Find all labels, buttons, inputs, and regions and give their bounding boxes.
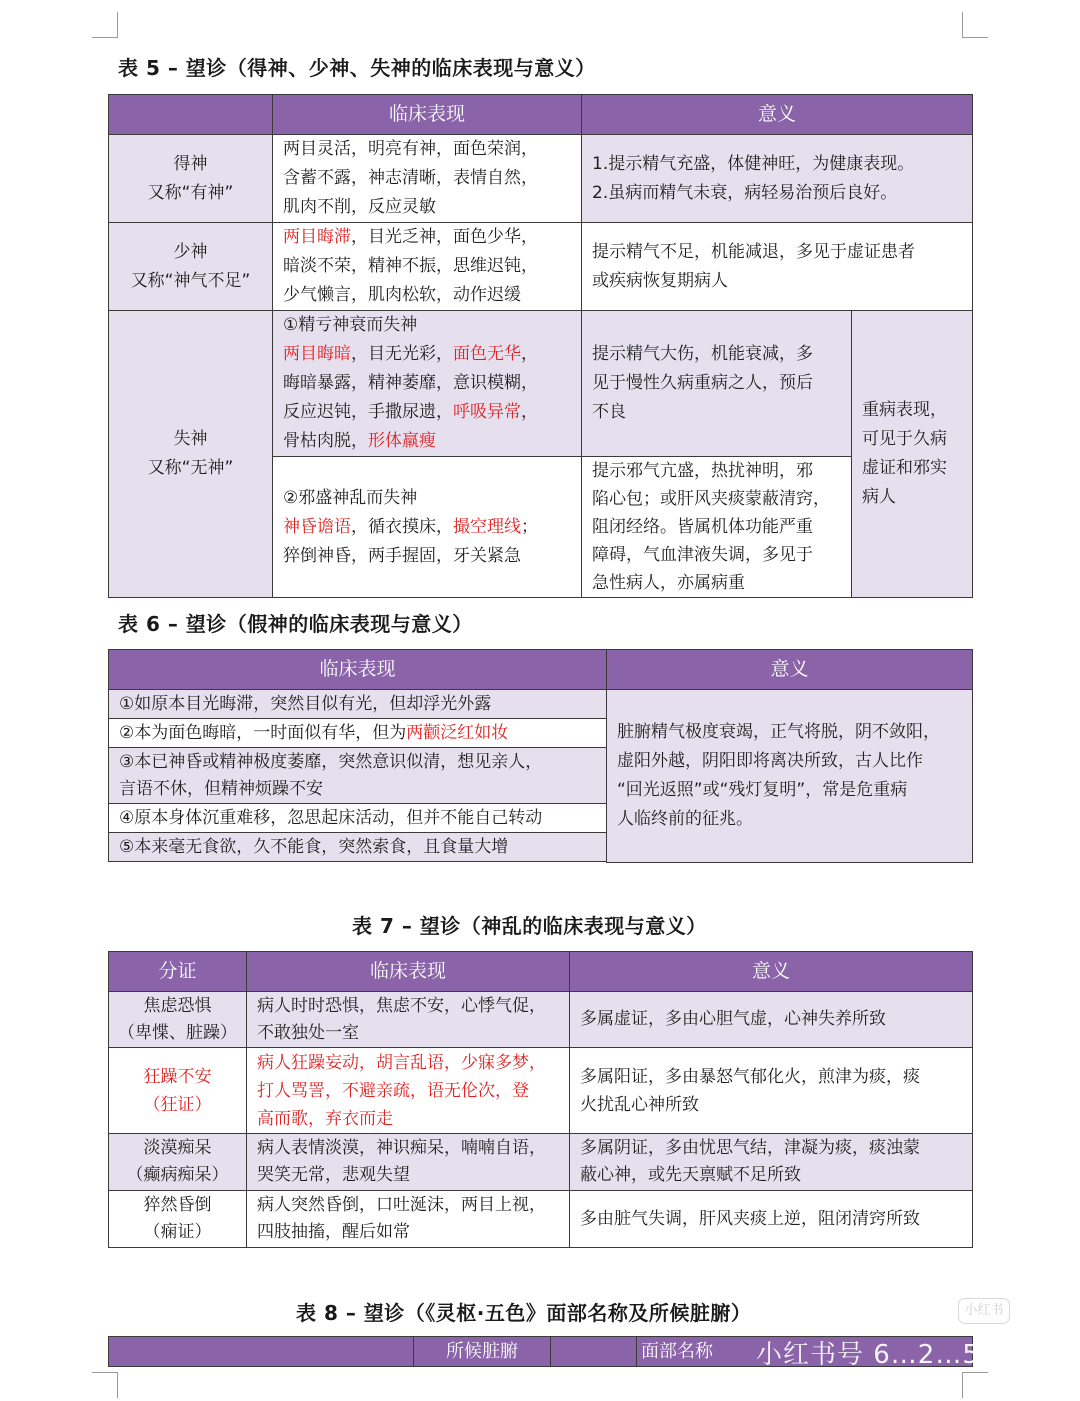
- table6-sign-2: ②本为面色晦暗，一时面似有华，但为两颧泛红如妆: [109, 719, 607, 748]
- table6-filler: [109, 862, 607, 863]
- table7-name-mania: 狂躁不安 （狂证）: [109, 1048, 247, 1134]
- table8-caption: 表 8 – 望诊（《灵枢·五色》面部名称及所候脏腑）: [296, 1301, 752, 1325]
- table7-meaning-anxiety: 多属虚证，多由心胆气虚，心神失养所致: [570, 992, 973, 1048]
- shi-shen-b-meaning: 提示邪气亢盛，热扰神明，邪 陷心包；或肝风夹痰蒙蔽清窍， 阻闭经络。皆属机体功能严重 障碍，气血津液失调，多见于 急性病人，亦属病重: [582, 457, 852, 598]
- table6-caption: 表 6 – 望诊（假神的临床表现与意义）: [118, 612, 473, 636]
- crop-mark-top-left: [92, 12, 118, 38]
- table6: [108, 649, 973, 863]
- table6-sign-4: ④原本身体沉重难移，忽思起床活动，但并不能自己转动: [109, 804, 607, 833]
- table8-header-face-region: 面部名称: [637, 1337, 973, 1367]
- table7-signs-mania: 病人狂躁妄动，胡言乱语，少寐多梦， 打人骂詈，不避亲疏，语无伦次，登 高而歌，弃衣而走: [247, 1048, 570, 1134]
- shao-shen-signs: 两目晦滞，目光乏神，面色少华， 暗淡不荣，精神不振，思维迟钝， 少气懒言，肌肉松软，动作迟缓: [273, 223, 582, 311]
- table5-row-shao-shen: [109, 223, 973, 311]
- table7-meaning-apathy: 多属阴证，多由忧思气结，津凝为痰，痰浊蒙 蔽心神，或先天禀赋不足所致: [570, 1134, 973, 1191]
- table6-sign-5: ⑤本来毫无食欲，久不能食，突然索食，且食量大增: [109, 833, 607, 862]
- table6-header-meaning: 意义: [607, 650, 973, 690]
- crop-mark-bottom-right: [962, 1372, 988, 1398]
- table7-signs-epilepsy: 病人突然昏倒，口吐涎沫，两目上视， 四肢抽搐，醒后如常: [247, 1191, 570, 1248]
- de-shen-label: 得神 又称“有神”: [109, 135, 273, 223]
- table6-sign-1: ①如原本目光晦滞，突然目似有光，但却浮光外露: [109, 690, 607, 719]
- table7-row-apathy: [109, 1134, 973, 1191]
- table7-name-anxiety: 焦虑恐惧 （卑惵、脏躁）: [109, 992, 247, 1048]
- table7-header-signs: 临床表现: [247, 952, 570, 992]
- xiaohongshu-logo: 小红书: [958, 1298, 1010, 1324]
- table7-signs-apathy: 病人表情淡漠，神识痴呆，喃喃自语， 哭笑无常，悲观失望: [247, 1134, 570, 1191]
- table5-row-de-shen: [109, 135, 973, 223]
- shao-shen-meaning: 提示精气不足，机能减退，多见于虚证患者 或疾病恢复期病人: [582, 223, 973, 311]
- table7-row-epilepsy: [109, 1191, 973, 1248]
- table5-header-blank: [109, 95, 273, 135]
- de-shen-meaning: 1.提示精气充盛，体健神旺，为健康表现。 2.虽病而精气未衰，病轻易治预后良好。: [582, 135, 973, 223]
- watermark-text: 小红书号 6…2…5229: [756, 1340, 1033, 1370]
- table7-row-anxiety: [109, 992, 973, 1048]
- table5-caption: 表 5 – 望诊（得神、少神、失神的临床表现与意义）: [118, 56, 596, 80]
- table6-sign-3: ③本已神昏或精神极度萎靡，突然意识似清，想见亲人， 言语不休，但精神烦躁不安: [109, 748, 607, 804]
- table7-meaning-mania: 多属阳证，多由暴怒气郁化火，煎津为痰，痰 火扰乱心神所致: [570, 1048, 973, 1134]
- table7-header-row: [109, 952, 973, 992]
- table8-header-organs: 所候脏腑: [414, 1337, 551, 1367]
- table7-meaning-epilepsy: 多由脏气失调，肝风夹痰上逆，阻闭清窍所致: [570, 1191, 973, 1248]
- crop-mark-top-right: [962, 12, 988, 38]
- table6-meaning: 脏腑精气极度衰竭，正气将脱，阴不敛阳， 虚阳外越，阴阳即将离决所致，古人比作 “回光返照”或“残灯复明”，常是危重病 人临终前的征兆。: [607, 690, 973, 863]
- shi-shen-a-signs: ①精亏神衰而失神 两目晦暗，目无光彩，面色无华， 晦暗暴露，精神萎靡，意识模糊， 反应迟钝，手撒尿遗，呼吸异常， 骨枯肉脱，形体羸瘦: [273, 311, 582, 457]
- table5: [108, 94, 973, 598]
- table7: [108, 951, 973, 1248]
- table5-header-row: [109, 95, 973, 135]
- table5-header-signs: 临床表现: [273, 95, 582, 135]
- table8-header-gap: [551, 1337, 637, 1367]
- shi-shen-side-note: 重病表现， 可见于久病 虚证和邪实 病人: [852, 311, 973, 598]
- table5-row-shi-shen-a: [109, 311, 973, 457]
- table6-row-1: [109, 690, 973, 719]
- crop-mark-bottom-left: [92, 1372, 118, 1398]
- table7-name-epilepsy: 猝然昏倒 （痫证）: [109, 1191, 247, 1248]
- table7-header-type: 分证: [109, 952, 247, 992]
- shi-shen-b-signs: ②邪盛神乱而失神 神昏谵语，循衣摸床，撮空理线； 猝倒神昏，两手握固，牙关紧急: [273, 457, 582, 598]
- table7-signs-anxiety: 病人时时恐惧，焦虑不安，心悸气促， 不敢独处一室: [247, 992, 570, 1048]
- shao-shen-label: 少神 又称“神气不足”: [109, 223, 273, 311]
- table7-name-apathy: 淡漠痴呆 （癫病痴呆）: [109, 1134, 247, 1191]
- table7-caption: 表 7 – 望诊（神乱的临床表现与意义）: [352, 914, 707, 938]
- table7-header-meaning: 意义: [570, 952, 973, 992]
- shi-shen-a-meaning: 提示精气大伤，机能衰减，多 见于慢性久病重病之人，预后 不良: [582, 311, 852, 457]
- table6-header-signs: 临床表现: [109, 650, 607, 690]
- table5-header-meaning: 意义: [582, 95, 973, 135]
- de-shen-signs: 两目灵活，明亮有神，面色荣润， 含蓄不露，神志清晰，表情自然， 肌肉不削，反应灵敏: [273, 135, 582, 223]
- table7-row-mania: [109, 1048, 973, 1134]
- table6-header-row: [109, 650, 973, 690]
- shi-shen-label: 失神 又称“无神”: [109, 311, 273, 598]
- table8-header-blank: [109, 1337, 414, 1367]
